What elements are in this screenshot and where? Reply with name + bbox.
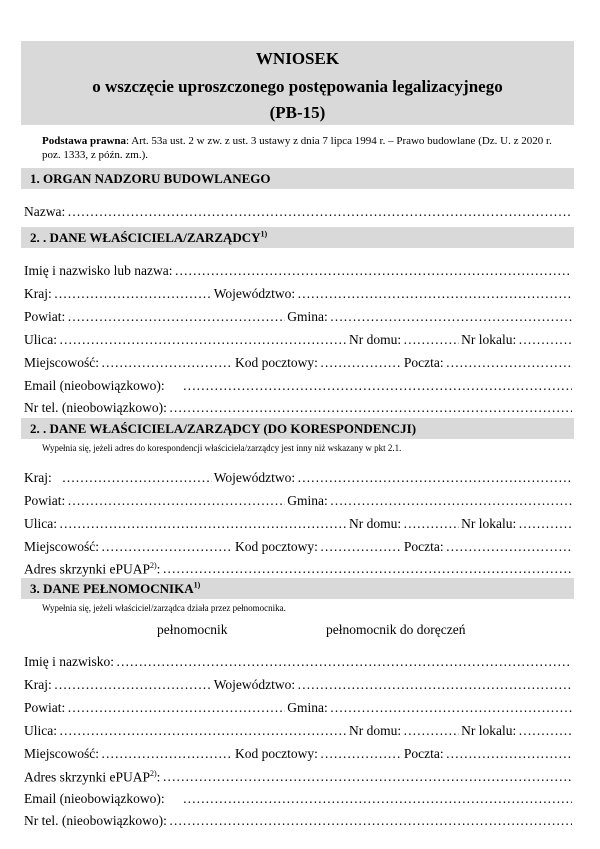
proxy-street-field[interactable] xyxy=(59,723,347,739)
owner-district-row xyxy=(24,305,574,325)
proxy-voivodeship-label: Województwo: xyxy=(213,677,296,692)
corr-district-field[interactable] xyxy=(67,493,285,509)
proxy-district-label: Powiat: xyxy=(24,700,66,715)
proxy-house-field[interactable] xyxy=(403,723,459,739)
corr-commune-field[interactable] xyxy=(330,493,572,509)
section-owner-corr-header xyxy=(21,418,574,439)
owner-city-row xyxy=(24,351,574,371)
owner-name-row xyxy=(24,259,574,279)
form-code: (PB-15) xyxy=(269,103,326,122)
legal-basis-label: Podstawa prawna xyxy=(42,135,127,147)
corr-house-label: Nr domu: xyxy=(349,516,402,531)
corr-epuap-field[interactable] xyxy=(162,561,572,577)
owner-flat-field[interactable] xyxy=(518,332,572,348)
corr-street-field[interactable] xyxy=(59,516,347,532)
proxy-street-label: Ulica: xyxy=(24,723,57,738)
section-organ-header xyxy=(21,168,574,189)
owner-voivodeship-label: Województwo: xyxy=(213,286,296,301)
legal-basis-text: : Art. 53a ust. 2 w zw. z ust. 3 ustawy z dnia 7 lipca 1994 r. – Prawo budowlane (Dz. U. z 2020 r. poz. 1333, z późn. zm.). xyxy=(42,135,552,161)
corr-city-row xyxy=(24,535,574,555)
proxy-phone-field[interactable] xyxy=(169,813,572,829)
corr-country-label: Kraj: xyxy=(24,470,52,485)
corr-country-row xyxy=(24,466,574,486)
corr-epuap-footnote: 2) xyxy=(150,560,157,570)
corr-city-field[interactable] xyxy=(101,539,233,555)
proxy-country-row xyxy=(24,673,574,693)
proxy-country-label: Kraj: xyxy=(24,677,52,692)
form-subtitle: o wszczęcie uproszczonego postępowania legalizacyjnego xyxy=(92,77,503,96)
corr-voivodeship-field[interactable] xyxy=(297,470,572,486)
owner-name-label: Imię i nazwisko lub nazwa: xyxy=(24,263,173,278)
owner-district-field[interactable] xyxy=(67,309,285,325)
owner-postcode-label: Kod pocztowy: xyxy=(235,355,318,370)
proxy-phone-label: Nr tel. (nieobowiązkowo): xyxy=(24,813,167,828)
owner-country-row xyxy=(24,282,574,302)
corr-postcode-field[interactable] xyxy=(320,539,402,555)
proxy-commune-label: Gmina: xyxy=(287,700,328,715)
proxy-voivodeship-field[interactable] xyxy=(297,677,572,693)
proxy-epuap-row xyxy=(24,765,574,785)
proxy-country-field[interactable] xyxy=(54,677,212,693)
owner-post-label: Poczta: xyxy=(403,355,444,370)
proxy-option-delivery[interactable]: pełnomocnik do doręczeń xyxy=(326,622,466,637)
section-proxy-title: 3. DANE PEŁNOMOCNIKA xyxy=(30,581,194,596)
corr-epuap-row xyxy=(24,557,574,577)
owner-street-field[interactable] xyxy=(59,332,347,348)
proxy-epuap-field[interactable] xyxy=(162,769,572,785)
corr-flat-field[interactable] xyxy=(518,516,572,532)
proxy-epuap-footnote: 2) xyxy=(150,768,157,778)
section-organ-title: 1. ORGAN NADZORU BUDOWLANEGO xyxy=(30,171,271,186)
corr-commune-label: Gmina: xyxy=(287,493,328,508)
proxy-commune-field[interactable] xyxy=(330,700,572,716)
owner-street-label: Ulica: xyxy=(24,332,57,347)
section-owner-corr-title: 2. . DANE WŁAŚCICIELA/ZARZĄDCY (DO KORESPONDENCJI) xyxy=(30,421,417,436)
proxy-city-label: Miejscowość: xyxy=(24,746,99,761)
proxy-email-row xyxy=(24,787,574,807)
owner-email-label: Email (nieobowiązkowo): xyxy=(24,378,165,393)
corr-voivodeship-label: Województwo: xyxy=(213,470,296,485)
corr-district-label: Powiat: xyxy=(24,493,66,508)
proxy-city-field[interactable] xyxy=(101,746,233,762)
owner-street-row xyxy=(24,328,574,348)
owner-phone-label: Nr tel. (nieobowiązkowo): xyxy=(24,400,167,415)
owner-voivodeship-field[interactable] xyxy=(297,286,572,302)
proxy-email-field[interactable] xyxy=(183,791,572,807)
owner-phone-row xyxy=(24,396,574,416)
corr-street-label: Ulica: xyxy=(24,516,57,531)
organ-name-field[interactable] xyxy=(67,204,572,220)
section-owner-footnote: 1) xyxy=(260,229,268,239)
owner-house-field[interactable] xyxy=(403,332,459,348)
organ-name-row xyxy=(24,200,574,220)
section-owner-header xyxy=(21,227,574,248)
owner-country-label: Kraj: xyxy=(24,286,52,301)
owner-email-field[interactable] xyxy=(183,378,572,394)
proxy-option-pelnomocnik[interactable]: pełnomocnik xyxy=(157,622,228,637)
owner-city-label: Miejscowość: xyxy=(24,355,99,370)
proxy-postcode-label: Kod pocztowy: xyxy=(235,746,318,761)
corr-country-field[interactable] xyxy=(62,470,212,486)
corr-district-row xyxy=(24,489,574,509)
corr-house-field[interactable] xyxy=(403,516,459,532)
form-title: WNIOSEK xyxy=(255,49,340,68)
organ-name-label: Nazwa: xyxy=(24,204,66,219)
proxy-postcode-field[interactable] xyxy=(320,746,402,762)
corr-post-label: Poczta: xyxy=(403,539,444,554)
owner-postcode-field[interactable] xyxy=(320,355,402,371)
owner-country-field[interactable] xyxy=(54,286,212,302)
corr-epuap-label: Adres skrzynki ePUAP$^{2)}$: xyxy=(24,560,161,576)
corr-postcode-label: Kod pocztowy: xyxy=(235,539,318,554)
corr-flat-label: Nr lokalu: xyxy=(461,516,517,531)
owner-phone-field[interactable] xyxy=(169,400,572,416)
form-header xyxy=(21,41,574,125)
owner-post-field[interactable] xyxy=(446,355,572,371)
proxy-epuap-label: Adres skrzynki ePUAP$^{2)}$: xyxy=(24,768,161,784)
proxy-flat-label: Nr lokalu: xyxy=(461,723,517,738)
proxy-post-field[interactable] xyxy=(446,746,572,762)
owner-district-label: Powiat: xyxy=(24,309,66,324)
proxy-email-label: Email (nieobowiązkowo): xyxy=(24,791,165,806)
proxy-city-row xyxy=(24,742,574,762)
proxy-name-row xyxy=(24,650,574,670)
owner-city-field[interactable] xyxy=(101,355,233,371)
proxy-district-row xyxy=(24,696,574,716)
corr-street-row xyxy=(24,512,574,532)
owner-house-label: Nr domu: xyxy=(349,332,402,347)
owner-commune-label: Gmina: xyxy=(287,309,328,324)
section-proxy-header xyxy=(21,578,574,599)
corr-post-field[interactable] xyxy=(446,539,572,555)
section-owner-corr-note: Wypełnia się, jeżeli adres do korespondencji właściciela/zarządcy jest inny niż wskazany w pkt 2.1. xyxy=(42,443,402,453)
proxy-phone-row xyxy=(24,809,574,829)
legal-basis xyxy=(42,134,562,162)
owner-email-row xyxy=(24,374,574,394)
owner-name-field[interactable] xyxy=(174,263,572,279)
section-owner-title: 2. . DANE WŁAŚCICIELA/ZARZĄDCY xyxy=(30,230,261,245)
proxy-house-label: Nr domu: xyxy=(349,723,402,738)
corr-city-label: Miejscowość: xyxy=(24,539,99,554)
section-proxy-footnote: 1) xyxy=(193,580,201,590)
proxy-street-row xyxy=(24,719,574,739)
owner-commune-field[interactable] xyxy=(330,309,572,325)
proxy-name-label: Imię i nazwisko: xyxy=(24,654,114,669)
proxy-district-field[interactable] xyxy=(67,700,285,716)
owner-flat-label: Nr lokalu: xyxy=(461,332,517,347)
proxy-post-label: Poczta: xyxy=(403,746,444,761)
section-proxy-note: Wypełnia się, jeżeli właściciel/zarządca działa przez pełnomocnika. xyxy=(42,603,286,613)
proxy-name-field[interactable] xyxy=(116,654,572,670)
proxy-flat-field[interactable] xyxy=(518,723,572,739)
